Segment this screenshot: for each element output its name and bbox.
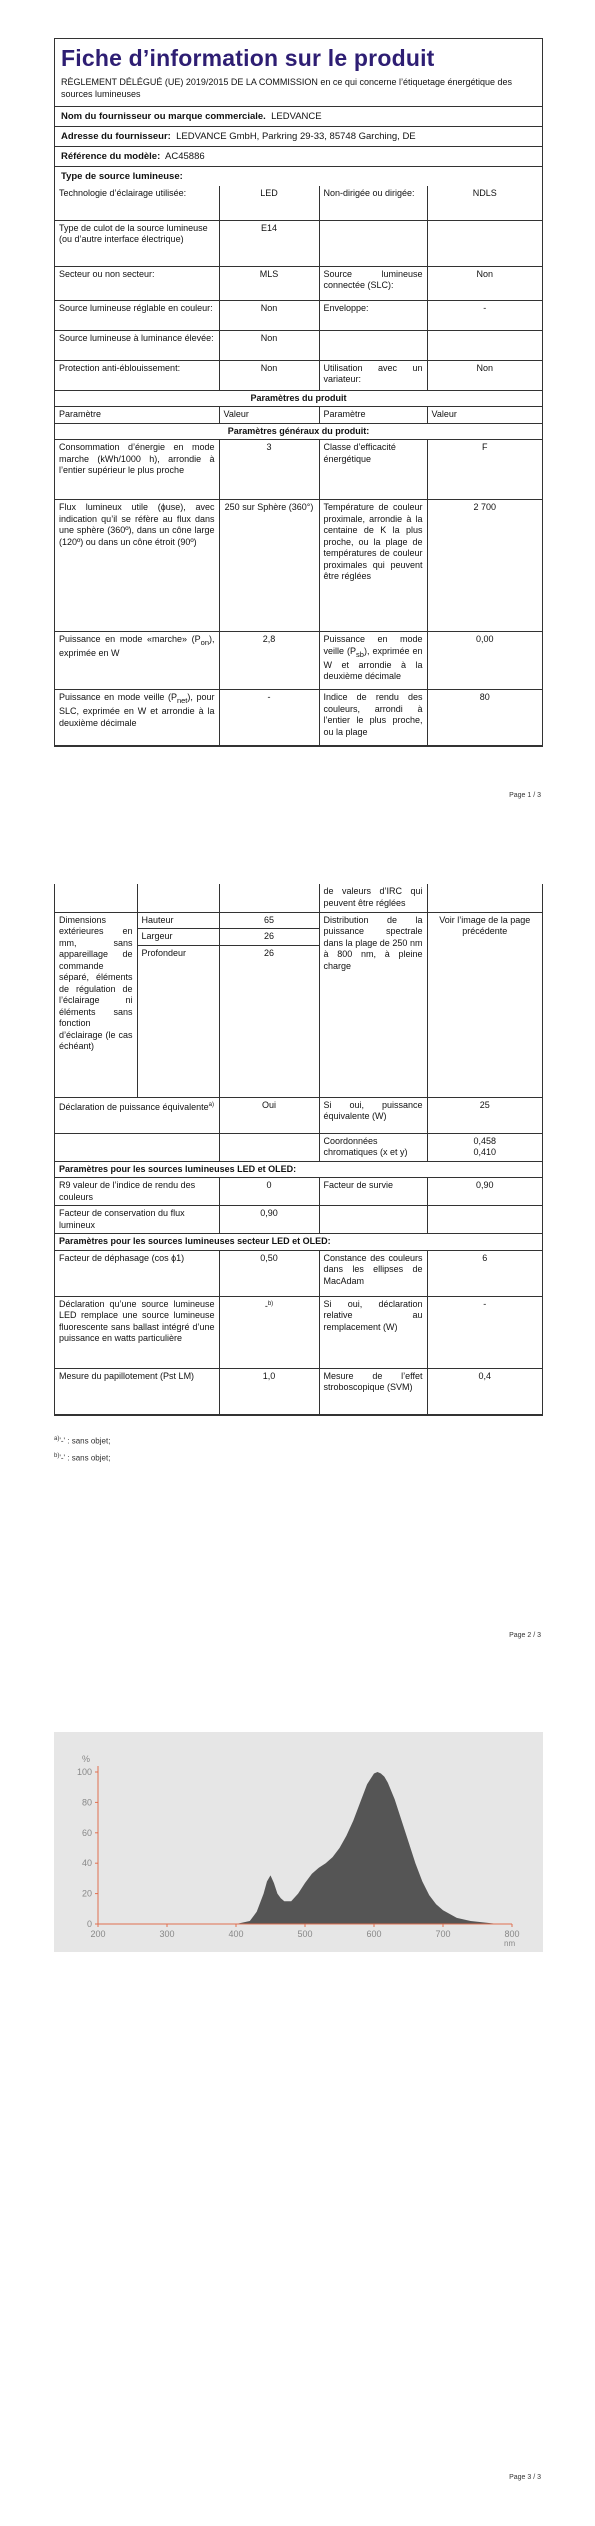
cell-label: Puissance en mode «marche» $(P_{on})$, exprimée en W	[55, 632, 219, 690]
cell-value: 6	[427, 1250, 542, 1296]
cell-value: 25	[427, 1097, 542, 1133]
cell-label: Puissance en mode veille $(P_{sb})$, exprimée en W et arrondie à la deuxième décimale	[319, 632, 427, 690]
table-row	[55, 1206, 542, 1234]
footnotes	[54, 1432, 110, 1465]
cell-label: Puissance en mode veille $(P_{net})$, pour SLC, exprimée en W et arrondie à la deuxième décimale	[55, 690, 219, 746]
cell-value: 80	[427, 690, 542, 746]
table-row	[55, 360, 542, 390]
table-row	[55, 1296, 542, 1368]
section-header: Paramètres pour les sources lumineuses secteur LED et OLED:	[55, 1234, 542, 1251]
cell-value: 250 sur Sphère (360°)	[219, 500, 319, 632]
x-tick-label: 400	[228, 1929, 244, 1939]
table-header-row	[55, 407, 542, 424]
cell-value: F	[427, 440, 542, 500]
cell-value: 0,00	[427, 632, 542, 690]
cell-label: R9 valeur de l’indice de rendu des couleurs	[55, 1178, 219, 1206]
y-tick-label: 40	[81, 1858, 92, 1869]
cell-value: Oui	[219, 1097, 319, 1133]
spd-value: Voir l’image de la page précédente	[427, 912, 542, 1097]
cell-label: Déclaration qu’une source lumineuse LED remplace une source lumineuse fluorescente sans ballast intégré d’une puissance en watts particulière	[55, 1296, 219, 1368]
address-value: LEDVANCE GmbH, Parkring 29-33, 85748 Garching, DE	[176, 131, 416, 142]
cell-value: 0,4	[427, 1368, 542, 1414]
table-row	[55, 1133, 542, 1161]
table-row	[55, 266, 542, 300]
section-header: Paramètres pour les sources lumineuses LED et OLED:	[55, 1161, 542, 1178]
page-title: Fiche d’information sur le produit	[61, 45, 435, 71]
page-number: Page 2 / 3	[509, 1632, 541, 1639]
cell-label: Mesure du papillotement (Pst LM)	[55, 1368, 219, 1414]
cell-value: 3	[219, 440, 319, 500]
cell-value: 0,90	[219, 1206, 319, 1234]
x-tick-label: 300	[159, 1929, 175, 1939]
cell-label: Protection anti-éblouissement:	[55, 360, 219, 390]
cell-value: NDLS	[427, 186, 542, 220]
cell-value: -	[427, 1296, 542, 1368]
cell-label: Facteur de conservation du flux lumineux	[55, 1206, 219, 1234]
cell-value: 2,8	[219, 632, 319, 690]
address-label: Adresse du fournisseur:	[61, 131, 171, 142]
cell-value: -	[427, 300, 542, 330]
cell-value: 0,50	[219, 1250, 319, 1296]
cell-label: Classe d’efficacité énergétique	[319, 440, 427, 500]
cell-label: Mesure de l’effet stroboscopique (SVM)	[319, 1368, 427, 1414]
cell-value: 0	[219, 1178, 319, 1206]
cell-label: Enveloppe:	[319, 300, 427, 330]
depth-label: Profondeur	[137, 945, 219, 1097]
supplier-label: Nom du fournisseur ou marque commerciale.	[61, 111, 266, 122]
cell-value: 2 700	[427, 500, 542, 632]
width-label: Largeur	[137, 929, 219, 946]
column-header: Paramètre	[55, 407, 219, 424]
table-row	[55, 440, 542, 500]
cell-label: Coordonnées chromatiques (x et y)	[319, 1133, 427, 1161]
source-type-header: Type de source lumineuse:	[61, 171, 183, 182]
cell-label	[319, 220, 427, 266]
product-info-sheet-continued	[54, 884, 543, 1416]
page-number: Page 1 / 3	[509, 792, 541, 799]
cell-label: Type de culot de la source lumineuse (ou d’autre interface électrique)	[55, 220, 219, 266]
cell-value: Non	[219, 360, 319, 390]
cell-label: Source lumineuse à luminance élevée:	[55, 330, 219, 360]
table-row	[55, 912, 542, 929]
parameters-table-continued	[55, 884, 542, 1415]
x-tick-label: 200	[90, 1929, 106, 1939]
cell-label: de valeurs d’IRC qui peuvent être réglées	[319, 884, 427, 912]
table-row	[55, 1250, 542, 1296]
cell-value: Non	[219, 330, 319, 360]
depth-value: 26	[219, 945, 319, 1097]
spectral-distribution-chart	[54, 1732, 543, 1952]
cell-value: -$^{b)}$	[219, 1296, 319, 1368]
cell-value	[427, 330, 542, 360]
supplier-value: LEDVANCE	[271, 111, 322, 122]
cell-value: MLS	[219, 266, 319, 300]
cell-value: Non	[427, 360, 542, 390]
spectrum-area	[222, 1772, 512, 1924]
column-header: Valeur	[219, 407, 319, 424]
x-tick-label: 800	[504, 1929, 520, 1939]
table-row	[55, 1368, 542, 1414]
cell-label: Consommation d’énergie en mode marche (kWh/1000 h), arrondie à l’entier supérieur le plus proche	[55, 440, 219, 500]
table-row	[55, 220, 542, 266]
model-label: Référence du modèle:	[61, 151, 161, 162]
cell-value: E14	[219, 220, 319, 266]
model-row	[55, 147, 542, 167]
product-info-sheet	[54, 38, 543, 747]
table-row	[55, 500, 542, 632]
cell-value: Non	[427, 266, 542, 300]
regulation-text: RÈGLEMENT DÉLÉGUÉ (UE) 2019/2015 DE LA COMMISSION en ce qui concerne l’étiquetage énergétique des sources lumineuses	[55, 74, 542, 107]
table-row	[55, 690, 542, 746]
section-header: Paramètres généraux du produit:	[55, 423, 542, 440]
height-value: 65	[219, 912, 319, 929]
cell-label: Facteur de déphasage (cos ϕ1)	[55, 1250, 219, 1296]
page-1	[0, 0, 595, 842]
cell-value: 1,0	[219, 1368, 319, 1414]
x-tick-label: 600	[366, 1929, 382, 1939]
cell-label: Température de couleur proximale, arrondie à la centaine de K la plus proche, ou la plage de températures de couleur proximales qui peuvent être réglées	[319, 500, 427, 632]
y-tick-label: 0	[86, 1919, 92, 1929]
cell-value: 0,458 0,410	[427, 1133, 542, 1161]
cell-label: Source lumineuse connectée (SLC):	[319, 266, 427, 300]
supplier-row	[55, 107, 542, 127]
page-2	[0, 842, 595, 1684]
address-row	[55, 127, 542, 147]
column-header: Paramètre	[319, 407, 427, 424]
section-header: Paramètres du produit	[55, 390, 542, 407]
x-axis-label: nm	[504, 1939, 516, 1948]
cell-label: Déclaration de puissance équivalente$^{a)}$	[55, 1097, 219, 1133]
cell-label: Technologie d’éclairage utilisée:	[55, 186, 219, 220]
y-tick-label: 60	[81, 1827, 92, 1838]
cell-value: LED	[219, 186, 319, 220]
column-header: Valeur	[427, 407, 542, 424]
spectral-chart-svg	[54, 1732, 543, 1952]
cell-label: Constance des couleurs dans les ellipses de MacAdam	[319, 1250, 427, 1296]
page-number: Page 3 / 3	[509, 2474, 541, 2481]
y-tick-label: 100	[76, 1767, 92, 1777]
table-row	[55, 186, 542, 220]
cell-value: -	[219, 690, 319, 746]
cell-value: Non	[219, 300, 319, 330]
cell-label: Source lumineuse réglable en couleur:	[55, 300, 219, 330]
y-tick-label: 20	[81, 1888, 92, 1899]
y-axis-label: %	[82, 1754, 91, 1764]
cell-label: Indice de rendu des couleurs, arrondi à l’entier le plus proche, ou la plage	[319, 690, 427, 746]
table-row	[55, 632, 542, 690]
cell-label	[319, 330, 427, 360]
spd-label: Distribution de la puissance spectrale dans la plage de 250 nm à 800 nm, à pleine charge	[319, 912, 427, 1097]
cell-label: Utilisation avec un variateur:	[319, 360, 427, 390]
table-row	[55, 1178, 542, 1206]
cell-label: Facteur de survie	[319, 1178, 427, 1206]
cell-label: Si oui, puissance équivalente (W)	[319, 1097, 427, 1133]
cell-label: Flux lumineux utile (ɸuse), avec indication qu’il se réfère au flux dans une sphère (360º), dans un cône large (120º) ou dans un cône étroit (90º)	[55, 500, 219, 632]
cell-value: 0,90	[427, 1178, 542, 1206]
dimensions-label: Dimensions extérieures en mm, sans appareillage de commande séparé, éléments de régulation de l’éclairage ni éléments sans fonction d’éclairage (le cas échéant)	[55, 912, 137, 1097]
cell-label: Si oui, déclaration relative au remplacement (W)	[319, 1296, 427, 1368]
x-tick-label: 500	[297, 1929, 313, 1939]
footnote-a: $^{a)}$'-' : sans objet;	[54, 1436, 111, 1446]
model-value: AC45886	[165, 151, 205, 162]
table-row	[55, 1097, 542, 1133]
cell-label: Secteur ou non secteur:	[55, 266, 219, 300]
cell-value	[427, 220, 542, 266]
height-label: Hauteur	[137, 912, 219, 929]
table-row	[55, 300, 542, 330]
y-tick-label: 80	[81, 1797, 92, 1808]
table-row	[55, 330, 542, 360]
x-tick-label: 700	[435, 1929, 451, 1939]
width-value: 26	[219, 929, 319, 946]
footnote-b: $^{b)}$'-' : sans objet;	[54, 1452, 111, 1463]
cell-label: Non-dirigée ou dirigée:	[319, 186, 427, 220]
table-row	[55, 884, 542, 912]
parameters-table	[55, 186, 542, 746]
